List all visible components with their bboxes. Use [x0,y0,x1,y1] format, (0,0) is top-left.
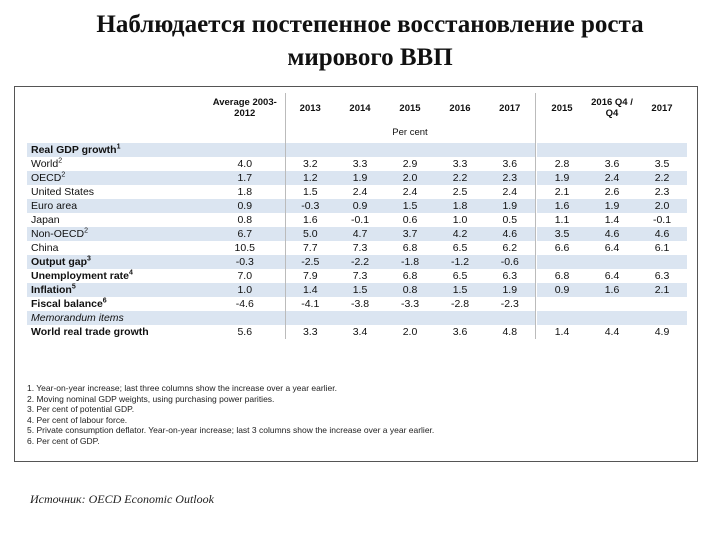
table-frame [14,86,698,462]
table-row [27,283,687,297]
value-cell: -2.5 [285,255,335,269]
table-row [27,269,687,283]
value-cell: 1.9 [537,171,587,185]
value-cell: 4.6 [637,227,687,241]
table-row [27,241,687,255]
value-cell: 1.7 [205,171,285,185]
value-cell: 2.6 [604,186,620,198]
value-cell: 6.4 [604,270,620,282]
table-row [27,157,687,171]
value-cell: -0.1 [350,214,370,226]
row-label-text: Inflation [31,284,72,296]
value-cell: 2.0 [637,199,687,213]
value-cell: 3.3 [452,158,468,170]
value-cell: 2.4 [402,186,418,198]
value-cell: 1.5 [385,199,435,213]
value-cell: -3.8 [350,298,370,310]
value-cell: 1.6 [302,214,318,226]
value-cell: 2.2 [435,171,485,185]
value-cell: 6.7 [205,227,285,241]
value-cell: 0.9 [537,283,587,297]
header-year: 2013 [299,102,321,114]
value-cell: 1.4 [285,283,335,297]
value-cell: 2.9 [402,158,418,170]
value-cell [537,311,587,325]
economic-outlook-table [27,93,687,339]
footnote-ref: 2 [61,171,66,179]
value-cell: 4.6 [485,227,535,241]
value-cell: 2.1 [554,186,570,198]
value-cell [587,297,637,311]
value-cell: 1.5 [435,283,485,297]
value-cell: 3.6 [485,157,535,171]
row-label [27,269,205,283]
footnote-ref: 5 [71,283,76,291]
value-cell: 6.5 [452,270,468,282]
footnote-ref: 3 [87,255,91,263]
value-cell: 1.9 [335,171,385,185]
value-cell: 6.5 [452,242,468,254]
header-year: 2014 [349,102,371,114]
value-cell: 2.3 [654,186,670,198]
footnote: 1. Year-on-year increase; last three columns show the increase over a year earlier. [27,383,337,393]
value-cell [205,311,285,325]
value-cell: 4.8 [485,325,535,339]
row-label-text: Non-OECD [31,228,85,240]
value-cell: 2.0 [385,171,435,185]
value-cell: 4.2 [435,227,485,241]
value-cell: 6.6 [554,242,570,254]
row-label-text: Euro area [31,200,78,212]
footnote-ref: 6 [102,297,107,305]
value-cell: 6.8 [554,270,570,282]
value-cell: 7.3 [352,242,368,254]
value-cell: 4.6 [587,227,637,241]
units-row [27,123,687,143]
header-q-year: 2015 [551,102,573,114]
value-cell [537,143,587,157]
header-q-year: 2016 Q4 / Q4 [591,97,633,119]
value-cell: 3.3 [352,158,368,170]
value-cell: 3.2 [302,158,318,170]
value-cell: 5.0 [285,227,335,241]
table-row [27,325,687,339]
value-cell: 0.5 [485,213,535,227]
value-cell [485,311,535,325]
value-cell [335,311,385,325]
value-cell: 2.2 [637,171,687,185]
value-cell: 4.9 [654,326,670,338]
row-label [27,157,205,171]
footnote: 5. Private consumption deflator. Year-on-year increase; last 3 columns show the increase over a year earlier. [27,425,435,436]
header-year: 2015 [399,102,421,114]
slide-title-line2: мирового ВВП [287,44,453,71]
row-label [27,227,205,241]
footnote: 6. Per cent of GDP. [27,435,100,446]
row-label-text: Japan [31,214,60,226]
value-cell [587,255,637,269]
footnote-ref: 4 [129,269,133,277]
footnote: 3. Per cent of potential GDP. [27,404,135,415]
value-cell [637,255,687,269]
value-cell: 1.6 [537,199,587,213]
value-cell: 6.3 [654,270,670,282]
footnote-ref: 2 [84,227,89,235]
table-row [27,227,687,241]
footnote: 2. Moving nominal GDP weights, using purchasing power parities. [27,393,275,404]
value-cell: -0.6 [485,255,535,269]
units-label: Per cent [285,123,535,143]
value-cell: 2.8 [554,158,570,170]
value-cell: 1.1 [554,214,570,226]
value-cell: 7.9 [302,270,318,282]
value-cell: 6.2 [485,241,535,255]
value-cell: -0.1 [652,214,672,226]
footnotes [27,383,687,447]
value-cell: 1.4 [604,214,620,226]
header-avg: Average 2003-2012 [205,93,285,123]
value-cell: -1.2 [435,255,485,269]
value-cell: 6.8 [402,242,418,254]
value-cell: 3.6 [452,326,468,338]
value-cell: -0.3 [205,255,285,269]
table-row [27,297,687,311]
header-q-year: 2017 [651,102,673,114]
value-cell: 2.4 [587,171,637,185]
value-cell [537,255,587,269]
value-cell: 0.8 [205,213,285,227]
header-label-cell [27,93,205,123]
value-cell: 0.9 [335,199,385,213]
row-label-text: United States [31,186,95,198]
value-cell: 1.8 [205,185,285,199]
value-cell: -3.3 [400,298,420,310]
value-cell: 3.7 [385,227,435,241]
row-label [27,143,205,157]
row-label-text: World real trade growth [31,326,149,338]
value-cell: 6.4 [604,242,620,254]
value-cell: 2.1 [637,283,687,297]
value-cell: -4.1 [301,298,320,310]
table-row [27,213,687,227]
row-label-text: OECD [31,172,62,184]
value-cell [385,143,435,157]
table-row [27,311,687,325]
value-cell: 3.5 [654,158,670,170]
value-cell [435,143,485,157]
row-label [27,297,205,311]
value-cell: 3.6 [604,158,620,170]
row-label [27,241,205,255]
source-caption: Источник: OECD Economic Outlook [30,492,214,506]
value-cell: 4.7 [335,227,385,241]
value-cell [637,311,687,325]
value-cell: 5.6 [205,325,285,339]
header-row [27,93,687,123]
value-cell [335,143,385,157]
value-cell [587,311,637,325]
table-wrap [27,93,687,339]
value-cell: -1.8 [385,255,435,269]
value-cell: 1.9 [485,199,535,213]
table-body [27,143,687,339]
value-cell [637,297,687,311]
value-cell: 2.4 [352,186,368,198]
value-cell [537,297,587,311]
row-label [27,199,205,213]
value-cell: 2.4 [485,185,535,199]
value-cell [285,143,335,157]
footnote: 4. Per cent of labour force. [27,414,128,425]
value-cell: 6.3 [485,269,535,283]
row-label-text: Real GDP growth [31,144,117,156]
value-cell: 1.2 [285,171,335,185]
value-cell: 7.0 [205,269,285,283]
table-row [27,143,687,157]
value-cell: 1.9 [485,283,535,297]
row-label-text: Fiscal balance [31,298,103,310]
value-cell: 3.3 [302,326,318,338]
value-cell: 1.8 [435,199,485,213]
value-cell [385,311,435,325]
value-cell: 1.0 [205,283,285,297]
value-cell [205,143,285,157]
row-label [27,255,205,269]
footnote-ref: 1 [116,143,121,151]
table-row [27,185,687,199]
value-cell: 1.4 [554,326,570,338]
value-cell [285,311,335,325]
value-cell: -2.2 [335,255,385,269]
row-label-text: China [31,242,59,254]
value-cell [587,143,637,157]
value-cell: 4.0 [205,157,285,171]
row-label [27,171,205,185]
value-cell: 1.6 [587,283,637,297]
footnote-ref: 2 [58,157,63,165]
value-cell: 0.8 [385,283,435,297]
value-cell: 2.0 [402,326,418,338]
header-year: 2016 [449,102,471,114]
slide-title [40,8,700,74]
value-cell: 2.3 [485,171,535,185]
value-cell: 2.5 [452,186,468,198]
table-row [27,199,687,213]
value-cell: 4.4 [604,326,620,338]
row-label [27,325,205,339]
table-row [27,255,687,269]
value-cell [637,143,687,157]
table-row [27,171,687,185]
value-cell: 6.1 [654,242,670,254]
value-cell: 3.4 [352,326,368,338]
value-cell: -0.3 [285,199,335,213]
value-cell: 1.5 [335,283,385,297]
slide-title-line1: Наблюдается постепенное восстановление роста [96,11,644,38]
value-cell: 10.5 [205,241,285,255]
value-cell: 6.8 [402,270,418,282]
value-cell: 1.5 [302,186,318,198]
value-cell [435,311,485,325]
value-cell: -2.3 [485,297,535,311]
value-cell: 7.3 [352,270,368,282]
value-cell: 0.6 [402,214,418,226]
row-label [27,311,205,325]
header-year: 2017 [485,93,535,123]
value-cell: -2.8 [450,298,470,310]
value-cell: 7.7 [302,242,318,254]
row-label-text: World [31,158,59,170]
row-label [27,213,205,227]
row-label [27,283,205,297]
row-label-text: Output gap [31,256,87,268]
value-cell [485,143,535,157]
row-label-text: Memorandum items [31,312,124,324]
value-cell: 3.5 [537,227,587,241]
value-cell: 1.9 [587,199,637,213]
value-cell: 0.9 [205,199,285,213]
row-label [27,185,205,199]
value-cell: 1.0 [452,214,468,226]
value-cell: -4.6 [205,297,285,311]
row-label-text: Unemployment rate [31,270,130,282]
